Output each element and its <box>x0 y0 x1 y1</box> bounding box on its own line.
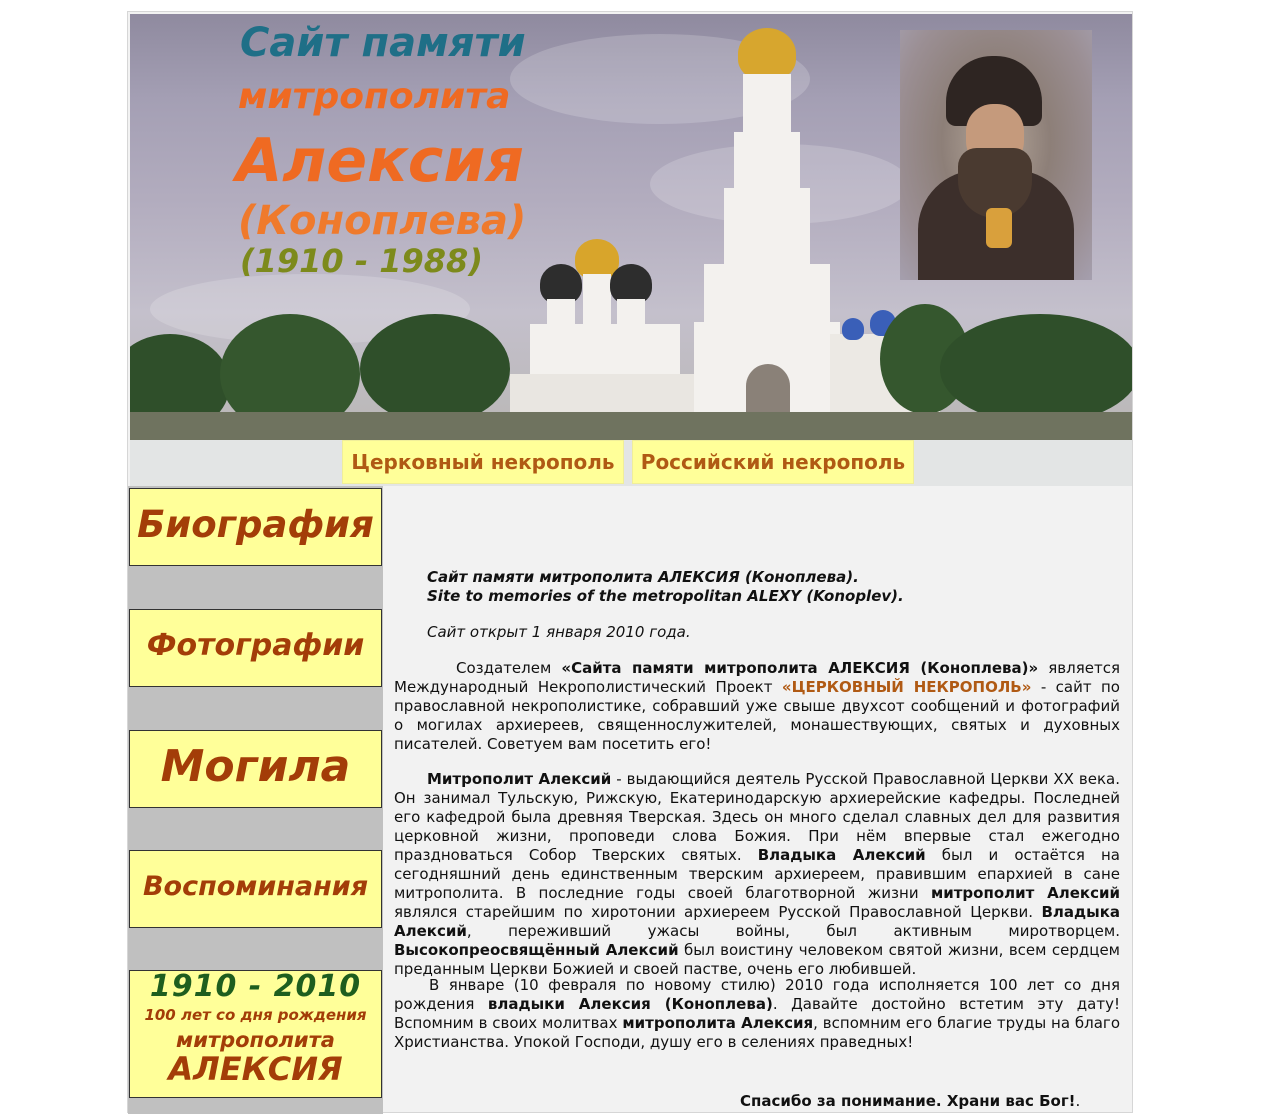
portrait-photo <box>900 30 1092 280</box>
church-dome <box>540 264 582 304</box>
sidebar-item-biography[interactable]: Биография <box>129 488 382 566</box>
banner-title-years: (1910 - 1988) <box>240 242 483 280</box>
banner-title-line2: митрополита <box>238 76 511 117</box>
main-content <box>394 486 1120 1114</box>
paragraph-anniversary: В январе (10 февраля по новому стилю) 2010 года исполняется 100 лет со дня рождения владыки Алексия (Коноплева). Давайте достойно встетим эту дату! Вспомним в своих молитвах митрополита Алексия, вспомним его благие труды на благо Христианства. Упокой Господи, душу его в селениях праведных! <box>394 976 1120 1051</box>
belltower-arch <box>746 364 790 412</box>
sidebar-item-grave[interactable]: Могила <box>129 730 382 808</box>
site-opened-date: Сайт открыт 1 января 2010 года. <box>427 623 691 641</box>
belltower-tier <box>734 132 800 190</box>
banner-title-line4: (Коноплева) <box>238 198 527 244</box>
belltower-tier <box>724 188 810 266</box>
sidebar-item-memories[interactable]: Воспоминания <box>129 850 382 928</box>
church-annex <box>510 374 700 414</box>
anniversary-banner[interactable] <box>129 970 382 1098</box>
intro-title-ru: Сайт памяти митрополита АЛЕКСИЯ (Коноплева). <box>427 568 859 586</box>
tree <box>360 314 510 424</box>
sidebar <box>128 486 383 1114</box>
page-container <box>127 11 1133 1113</box>
banner-title-line3: Алексия <box>236 126 524 196</box>
church-drum <box>617 299 645 329</box>
paragraph-biography: Митрополит Алексий - выдающийся деятель Русской Православной Церкви XX века. Он занимал Тульскую, Рижскую, Екатеринодарскую архиерейские кафедры. Последней его кафедрой была древняя Тверская. Здесь он много сделал славных дел для развития церковной жизни, проповеди слова Божия. При нём впервые стал ежегодно праздноваться Собор Тверских святых. Владыка Алексий был и остаётся на сегодняшний день единственным тверским архиереем, правившим епархией в сане митрополита. В последние годы своей благотворной жизни митрополит Алексий являлся старейшим по хиротонии архиереем Русской Православной Церкви. Владыка Алексий, переживший ужасы войны, был активным миротворцем. Высокопреосвящённый Алексий был воистину человеком святой жизни, всем сердцем преданным Церкви Божией и своей пастве, очень его любившей. <box>394 770 1121 978</box>
banner-title-line1: Сайт памяти <box>240 20 526 66</box>
blue-dome <box>842 318 864 340</box>
church-drum <box>547 299 575 329</box>
belltower-tier <box>743 74 791 134</box>
nav-russian-necropolis-link[interactable]: Российский некрополь <box>632 440 914 484</box>
church-dome <box>610 264 652 304</box>
top-navigation <box>130 440 1132 486</box>
belltower-tier <box>704 264 830 324</box>
ground <box>130 412 1132 440</box>
church-necropolis-text-link[interactable]: «ЦЕРКОВНЫЙ НЕКРОПОЛЬ» <box>781 678 1032 696</box>
sidebar-item-photos[interactable]: Фотографии <box>129 609 382 687</box>
anniversary-line1: 100 лет со дня рождения <box>144 1006 367 1024</box>
tree <box>940 314 1132 424</box>
anniversary-years: 1910 - 2010 <box>149 970 362 1004</box>
anniversary-line2: митрополита <box>176 1028 335 1052</box>
anniversary-line3: АЛЕКСИЯ <box>168 1050 343 1088</box>
panagia-icon <box>986 208 1012 248</box>
belltower-dome <box>738 28 796 80</box>
nav-church-necropolis-link[interactable]: Церковный некрополь <box>342 440 624 484</box>
paragraph-creator: Создателем «Сайта памяти митрополита АЛЕКСИЯ (Коноплева)» является Международный Некрополистический Проект «ЦЕРКОВНЫЙ НЕКРОПОЛЬ» - сайт по православной некрополистике, собравший уже свыше двухсот сообщений и фотографий о могилах архиереев, священнослужителей, монашествующих, святых и духовных писателей. Советуем вам посетить его! <box>394 659 1120 753</box>
header-banner <box>130 14 1132 440</box>
closing-thanks: Спасибо за понимание. Храни вас Бог!. <box>740 1092 1081 1110</box>
intro-title-en: Site to memories of the metropolitan ALEXY (Konoplev). <box>427 587 904 605</box>
church-drum <box>583 274 611 324</box>
